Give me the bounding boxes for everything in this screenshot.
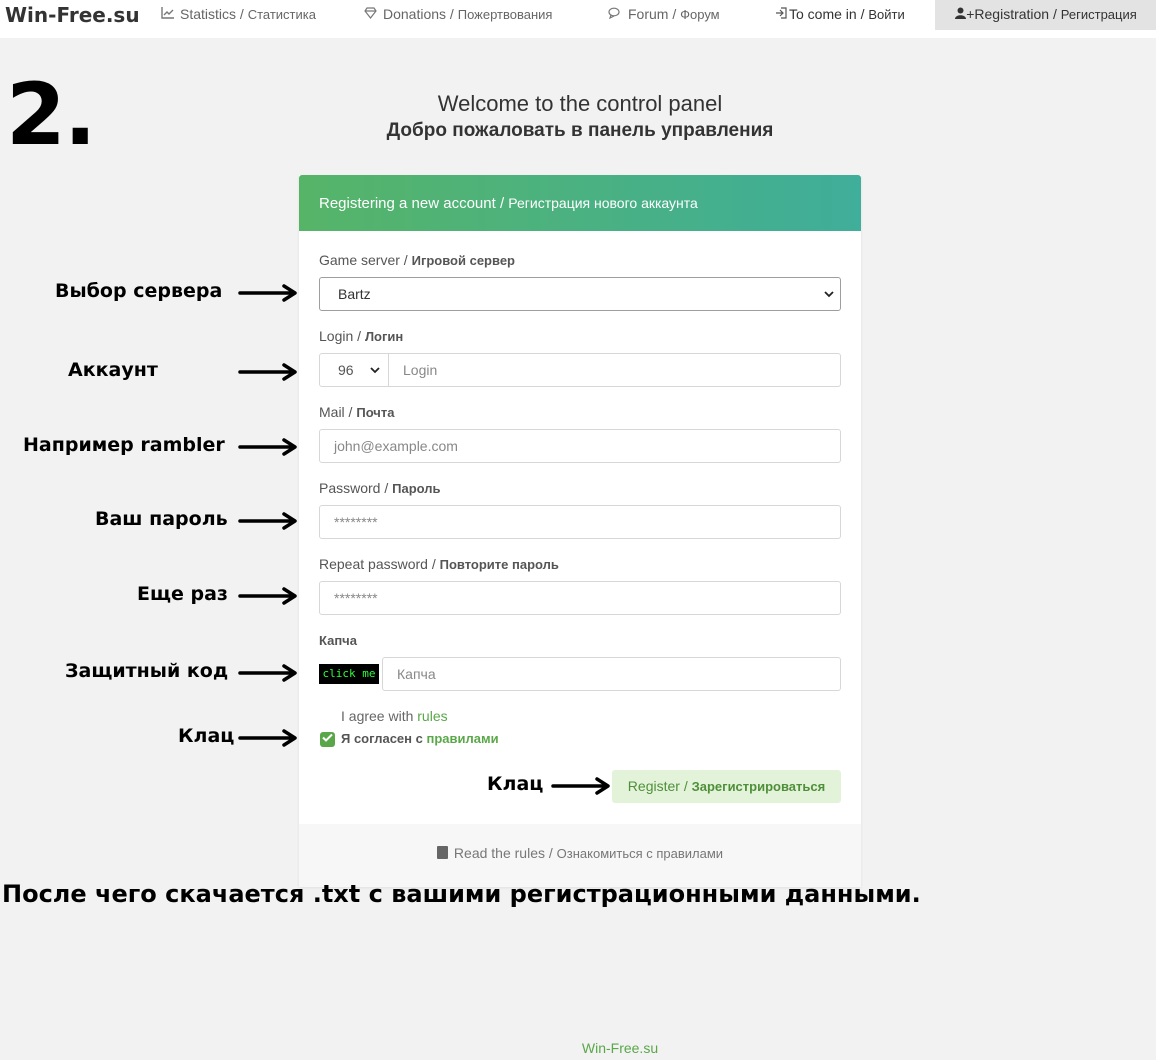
- server-label-ru: Игровой сервер: [411, 253, 515, 268]
- annotation-checkbox: Клац: [178, 725, 235, 747]
- annotation-repeat: Еще раз: [137, 583, 228, 605]
- agree-text-ru: [341, 731, 499, 746]
- nav-donations[interactable]: [363, 0, 552, 30]
- card-header-ru: Регистрация нового аккаунта: [508, 195, 698, 211]
- nav-forum-ru: Форум: [680, 7, 720, 22]
- nav-statistics[interactable]: [160, 0, 316, 30]
- login-label-en: Login /: [319, 328, 362, 344]
- nav-registration-en: +Registration /: [966, 6, 1057, 22]
- nav-statistics-ru: Статистика: [247, 7, 316, 22]
- mail-input[interactable]: [319, 429, 841, 463]
- nav-donations-en: Donations /: [383, 6, 454, 22]
- register-button-en: Register /: [627, 778, 688, 794]
- annotation-register: Клац: [487, 773, 544, 795]
- mail-placeholder: john@example.com: [334, 438, 458, 454]
- login-placeholder: Login: [403, 362, 438, 378]
- login-label-ru: Логин: [364, 329, 404, 344]
- server-label-en: Game server /: [319, 252, 408, 268]
- password-label-ru: Пароль: [392, 481, 441, 496]
- nav-donations-ru: Пожертвования: [457, 7, 553, 22]
- nav-login-ru: Войти: [868, 7, 905, 22]
- nav-registration[interactable]: [935, 0, 1156, 30]
- step-number: 2.: [6, 65, 95, 165]
- password-label: [319, 480, 441, 496]
- nav-forum-en: Forum /: [628, 6, 677, 22]
- server-select[interactable]: [319, 277, 841, 311]
- password-label-en: Password /: [319, 480, 389, 496]
- repeat-password-placeholder: ********: [334, 590, 378, 606]
- read-rules-link-en[interactable]: Read the rules /: [453, 845, 553, 861]
- diamond-icon: [363, 1, 377, 29]
- arrow-right-icon: [238, 283, 300, 303]
- footer-site-link[interactable]: Win-Free.su: [581, 1040, 659, 1056]
- chart-icon: [160, 1, 174, 29]
- annotation-mail: Например rambler: [23, 434, 225, 456]
- password-input[interactable]: [319, 505, 841, 539]
- brand-logo[interactable]: Win-Free.su: [5, 3, 140, 27]
- card-header-en: Registering a new account /: [319, 195, 505, 212]
- annotation-password: Ваш пароль: [95, 508, 228, 530]
- book-icon: [437, 846, 448, 859]
- server-label: [319, 252, 515, 268]
- read-rules-link-ru[interactable]: Ознакомиться с правилами: [556, 846, 724, 861]
- nav-login[interactable]: [775, 0, 905, 30]
- login-input[interactable]: [388, 353, 841, 387]
- arrow-right-icon: [238, 511, 300, 531]
- agree-en-text: I agree with: [341, 708, 414, 724]
- rules-link-ru[interactable]: правилами: [426, 731, 499, 746]
- arrow-right-icon: [238, 586, 300, 606]
- user-plus-icon: [954, 1, 966, 29]
- annotation-captcha: Защитный код: [65, 660, 229, 682]
- arrow-right-icon: [238, 728, 300, 748]
- nav-forum[interactable]: [608, 0, 720, 30]
- nav-statistics-en: Statistics /: [180, 6, 244, 22]
- download-note: После чего скачается .txt с вашими регистрационными данными.: [2, 880, 921, 908]
- arrow-right-icon: [551, 776, 613, 796]
- welcome-title-ru: Добро пожаловать в панель управления: [386, 120, 774, 141]
- mail-label: [319, 404, 394, 420]
- captcha-label: [319, 632, 357, 648]
- comments-icon: [608, 1, 622, 29]
- repeat-password-input[interactable]: [319, 581, 841, 615]
- annotation-account: Аккаунт: [68, 359, 158, 381]
- captcha-placeholder: Капча: [397, 666, 436, 682]
- server-select-value: Bartz: [338, 286, 371, 302]
- login-prefix-value: 96: [338, 362, 354, 378]
- agree-ru-text: Я согласен с: [341, 731, 423, 746]
- mail-label-ru: Почта: [356, 405, 395, 420]
- chevron-down-icon: [370, 354, 380, 386]
- arrow-right-icon: [238, 362, 300, 382]
- login-prefix-select[interactable]: [319, 353, 389, 387]
- captcha-label-text: Капча: [319, 633, 357, 648]
- captcha-input[interactable]: [382, 657, 841, 691]
- annotation-server: Выбор сервера: [55, 280, 223, 302]
- repeat-password-label: [319, 556, 559, 572]
- arrow-right-icon: [238, 437, 300, 457]
- card-header: [299, 175, 861, 231]
- arrow-right-icon: [238, 663, 300, 683]
- welcome-title-en: Welcome to the control panel: [437, 91, 723, 116]
- sign-in-icon: [775, 1, 787, 29]
- register-button-ru: Зарегистрироваться: [691, 779, 826, 794]
- register-button[interactable]: [612, 770, 841, 803]
- login-label: [319, 328, 403, 344]
- agree-checkbox[interactable]: [320, 732, 335, 747]
- mail-label-en: Mail /: [319, 404, 353, 420]
- card-footer: [299, 824, 861, 887]
- repeat-password-label-en: Repeat password /: [319, 556, 436, 572]
- agree-text-en: [341, 708, 448, 724]
- top-navbar: [0, 0, 1156, 38]
- check-icon: [322, 733, 333, 742]
- nav-registration-ru: Регистрация: [1060, 7, 1137, 22]
- chevron-down-icon: [824, 278, 834, 310]
- password-placeholder: ********: [334, 514, 378, 530]
- rules-link-en[interactable]: rules: [417, 708, 448, 724]
- captcha-image[interactable]: click me: [319, 664, 379, 684]
- nav-login-en: To come in /: [789, 6, 865, 22]
- repeat-password-label-ru: Повторите пароль: [439, 557, 559, 572]
